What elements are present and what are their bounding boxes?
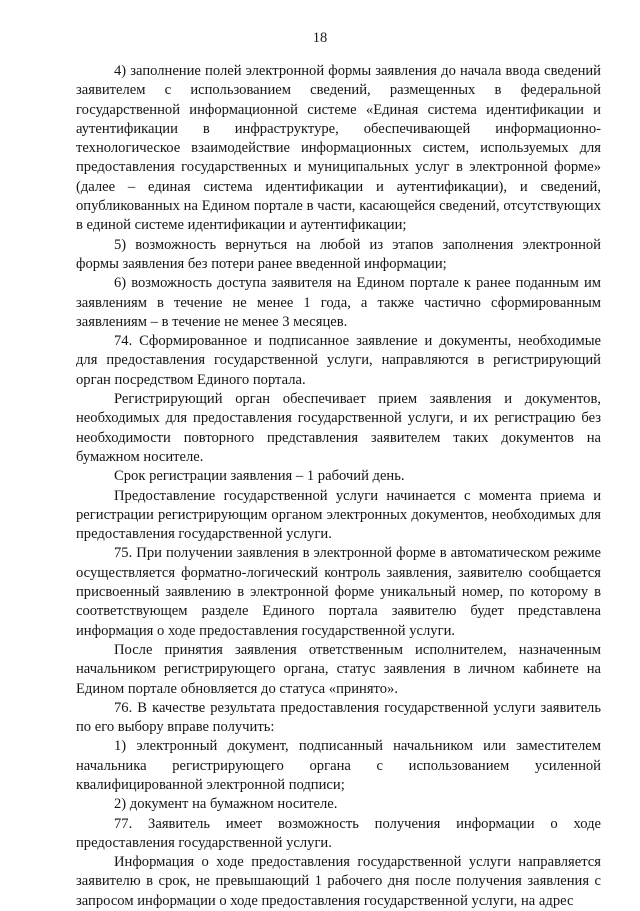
paragraph-registration-acceptance: Регистрирующий орган обеспечивает прием заявления и документов, необходимых для предоставления государственной услуги, и их регистрацию без необходимости повторного представления заявителем таких документов на бумажном носителе. bbox=[76, 391, 601, 465]
paragraph-section-76: 76. В качестве результата предоставления государственной услуги заявитель по его выбору вправе получить: bbox=[76, 699, 601, 736]
page-number: 18 bbox=[312, 30, 328, 46]
paragraph-status-update: После принятия заявления ответственным исполнителем, назначенным начальником регистрирующего органа, статус заявления в личном кабинете на Едином портале обновляется до статуса «принято». bbox=[76, 641, 601, 697]
paragraph-section-77: 77. Заявитель имеет возможность получения информации о ходе предоставления государственной услуги. bbox=[76, 815, 601, 851]
paragraph-progress-info: Информация о ходе предоставления государственной услуги направляется заявителю в срок, не превышающий 1 рабочего дня после получения заявления с запросом информации о ходе предоставления государственной услуги, на адрес bbox=[76, 854, 601, 909]
paragraph-item-4-clause: 4) заполнение полей электронной формы заявления до начала ввода сведений заявителем с использованием сведений, размещенных в федеральной государственной информационной системе «Единая система идентификации и аутентификации в инфраструктуре, обеспечивающей информационно-технологическое взаимодействие информационных систем, используемых для предоставления государственных и муниципальных услуг в электронной форме» (далее – единая система идентификации и аутентификации), и сведений, опубликованных на Едином портале в части, касающейся сведений, отсутствующих в единой системе идентификации и аутентификации; bbox=[76, 63, 601, 234]
paragraph-service-start: Предоставление государственной услуги начинается с момента приема и регистрации регистрирующим органом электронных документов, необходимых для предоставления государственной услуги. bbox=[76, 487, 601, 543]
paragraph-item-5-clause: 5) возможность вернуться на любой из этапов заполнения электронной формы заявления без потери ранее введенной информации; bbox=[76, 236, 601, 272]
document-body bbox=[76, 62, 601, 911]
paragraph-section-74: 74. Сформированное и подписанное заявление и документы, необходимые для предоставления государственной услуги, направляются в регистрирующий орган посредством Единого портала. bbox=[76, 333, 601, 388]
paragraph-registration-term: Срок регистрации заявления – 1 рабочий день. bbox=[114, 468, 405, 485]
paragraph-section-75: 75. При получении заявления в электронной форме в автоматическом режиме осуществляется форматно-логический контроль заявления, заявителю сообщается присвоенный заявлению в электронной форме уникальный номер, по которому в соответствующем разделе Единого портала заявителю будет представлена информация о ходе предоставления государственной услуги. bbox=[76, 545, 601, 639]
paragraph-item-6-clause: 6) возможность доступа заявителя на Едином портале к ранее поданным им заявлениям в течение не менее 1 года, а также частично сформированным заявлениям – в течение не менее 3 месяцев. bbox=[76, 275, 601, 330]
paragraph-result-electronic: 1) электронный документ, подписанный начальником или заместителем начальника регистрирующего органа с использованием усиленной квалифицированной электронной подписи; bbox=[76, 738, 601, 793]
paragraph-result-paper: 2) документ на бумажном носителе. bbox=[114, 796, 338, 813]
